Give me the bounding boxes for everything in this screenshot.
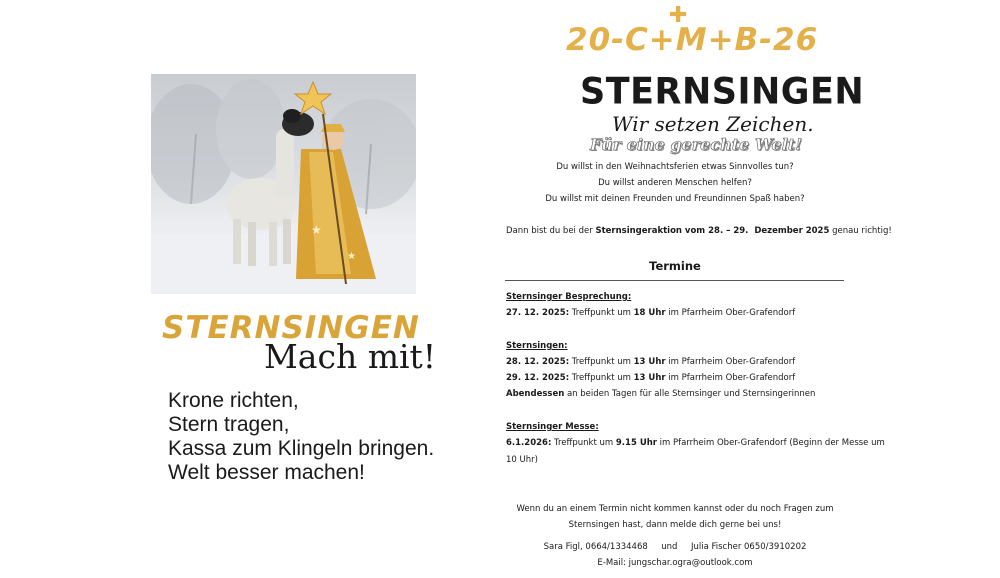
- blessing-logo: 20-C+M+B-26: [566, 22, 819, 58]
- divider: [505, 280, 844, 281]
- poster-title: STERNSINGEN: [162, 310, 420, 346]
- svg-text:★: ★: [311, 223, 322, 237]
- contact-persons: Sara Figl, 0664/1334468 und Julia Fischer 0650/3910202: [543, 542, 807, 552]
- slogan-line: Welt besser machen!: [168, 461, 365, 484]
- sternsinger-with-alpaca-photo: [151, 74, 416, 294]
- messe-line: 6.1.2026: Treffpunkt um 9.15 Uhr im Pfarrheim Ober-Grafendorf (Beginn der Messe um: [506, 438, 885, 448]
- question-line: Du willst anderen Menschen helfen?: [598, 178, 752, 188]
- intro-line: Dann bist du bei der Sternsingeraktion vom 28. – 29. Dezember 2025 genau richtig!: [506, 226, 892, 236]
- sternsingen-day1-line: 28. 12. 2025: Treffpunkt um 13 Uhr im Pfarrheim Ober-Grafendorf: [506, 357, 796, 367]
- messe-line-continued: 10 Uhr): [506, 455, 538, 465]
- termine-heading: Termine: [649, 259, 701, 273]
- sternsingen-day2-line: 29. 12. 2025: Treffpunkt um 13 Uhr im Pfarrheim Ober-Grafendorf: [506, 373, 796, 383]
- slogan-line: Stern tragen,: [168, 413, 290, 436]
- contact-email: E-Mail: jungschar.ogra@outlook.com: [597, 558, 753, 568]
- poster-subtitle: Mach mit!: [264, 337, 437, 376]
- contact-text: Wenn du an einem Termin nicht kommen kannst oder du noch Fragen zum: [516, 504, 834, 514]
- dinner-line: Abendessen an beiden Tagen für alle Sternsinger und Sternsingerinnen: [506, 389, 816, 399]
- motto: Wir setzen Zeichen.: [612, 112, 814, 136]
- photo-illustration: [151, 74, 416, 294]
- motto-subline: Für eine gerechte Welt!: [590, 135, 803, 154]
- messe-heading: Sternsinger Messe:: [506, 422, 599, 432]
- besprechung-heading: Sternsinger Besprechung:: [506, 292, 632, 302]
- question-line: Du willst mit deinen Freunden und Freundinnen Spaß haben?: [545, 194, 805, 204]
- slogan-line: Krone richten,: [168, 389, 299, 412]
- slogan-list: [168, 389, 434, 485]
- main-title: STERNSINGEN: [580, 71, 865, 113]
- slogan-line: Kassa zum Klingeln bringen.: [168, 437, 435, 460]
- cross-icon: ✚: [669, 3, 688, 28]
- besprechung-line: 27. 12. 2025: Treffpunkt um 18 Uhr im Pfarrheim Ober-Grafendorf: [506, 308, 796, 318]
- svg-text:★: ★: [347, 251, 356, 262]
- sternsingen-heading: Sternsingen:: [506, 341, 568, 351]
- question-line: Du willst in den Weihnachtsferien etwas Sinnvolles tun?: [556, 162, 794, 172]
- contact-text: Sternsingen hast, dann melde dich gerne bei uns!: [568, 520, 782, 530]
